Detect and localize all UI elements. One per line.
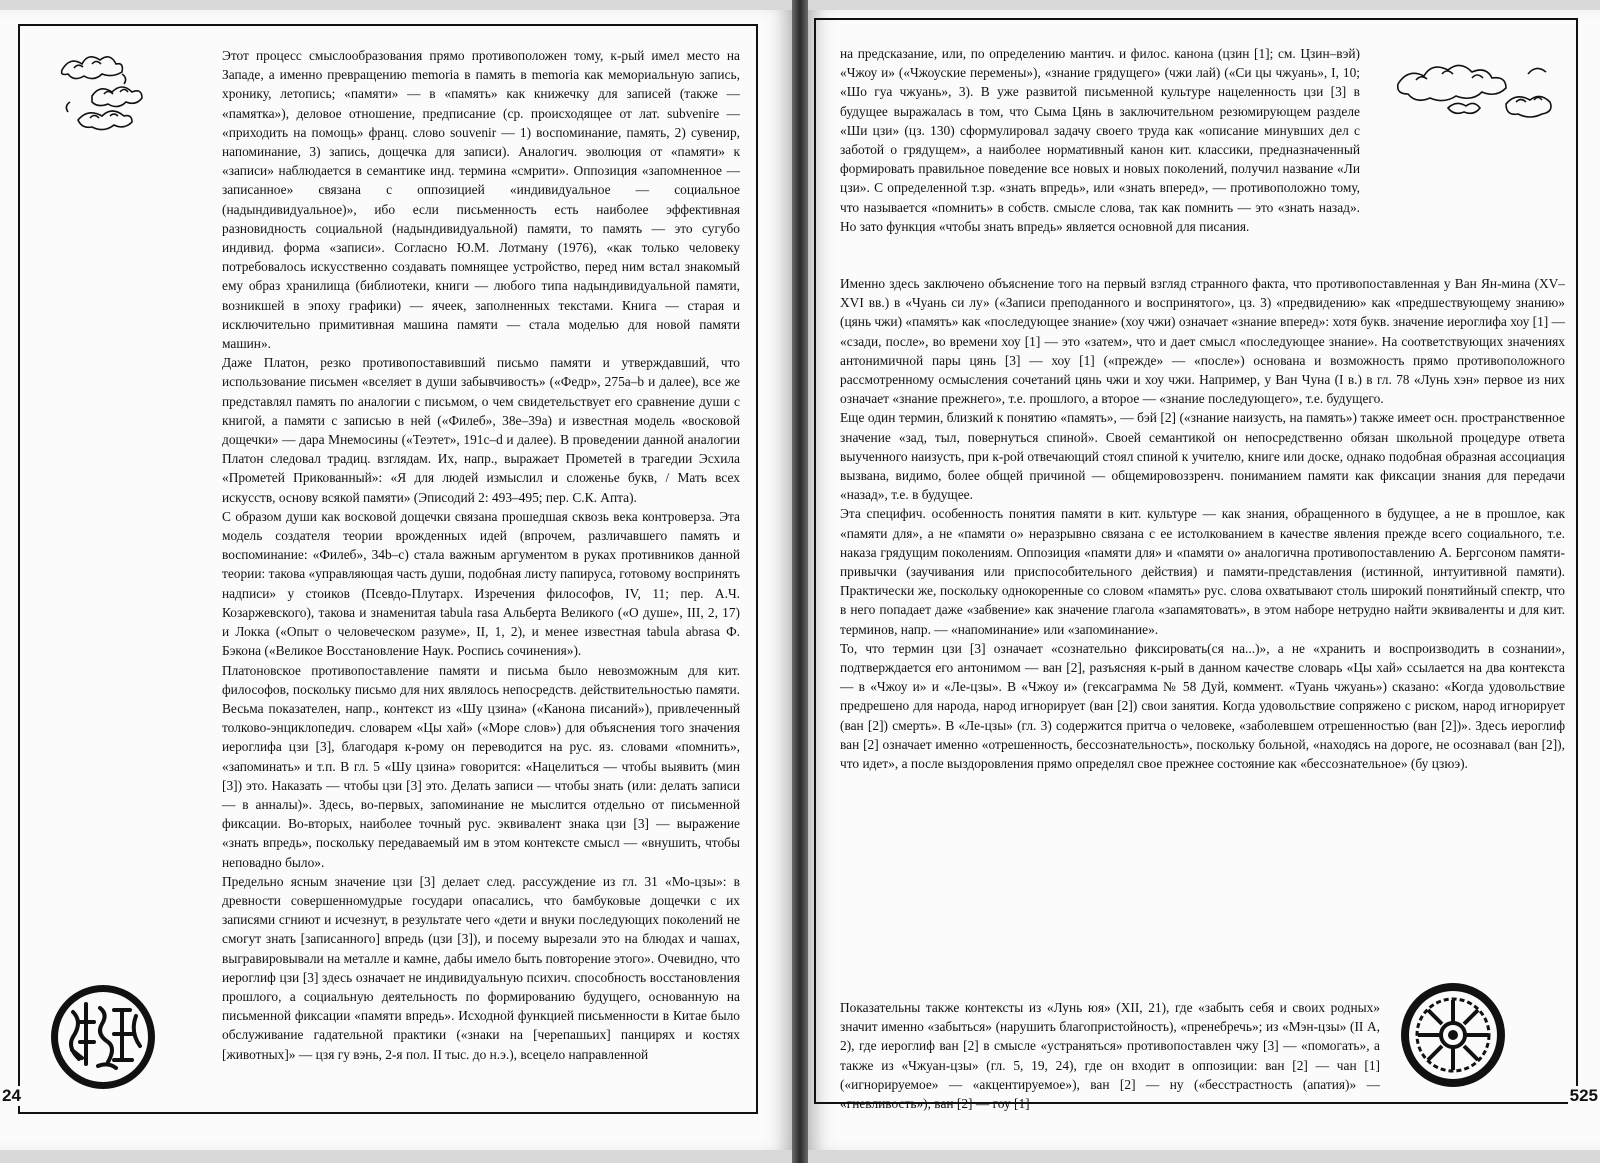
right-page-text-middle <box>840 274 1565 773</box>
right-page <box>808 10 1600 1150</box>
page-number: 525 <box>1569 1086 1598 1105</box>
left-page-text <box>222 46 740 1064</box>
left-paragraph: Платоновское противопоставление памяти и письма было невозможным для кит. философов, поскольку письмо для них являлось непосредств. действительностью памяти. Весьма показателен, напр., контекст из «Шу цзина» («Канона писаний»), привлеченный толково-энциклопедич. словарем «Цы хай» («Море слов») для объяснения того значения иероглифа цзи [3], благодаря к-рому он переводится на рус. яз. словами «помнить», «запоминать» и т.п. В гл. 5 «Шу цзина» говорится: «Нацелиться — чтобы выявить (мин [3]) это. Наказать — чтобы цзи [3] это. Делать записи — чтобы знать (или: делать записи — в анналы)». Здесь, во-первых, запоминание не мыслится отдельно от письменной фиксации. Во-вторых, наиболее точный рус. эквивалент знака цзи [3] — выражение «знать впредь», поскольку передаваемый им в этом контексте смысл — «внушить, чтобы неповадно было». <box>222 662 740 870</box>
cloud-ornament-left-icon <box>52 40 162 140</box>
wheel-seal-icon <box>1398 980 1508 1090</box>
right-paragraph: на предсказание, или, по определению мантич. и филос. канона (цзин [1]; см. Цзин–вэй) «Чжоу и» («Чжоуские перемены»), «знание грядущего» (чжи лай) («Си цы чжуань», I, 10; «Шо гуа чжуань», 3). В уже развитой письменной культуре нацеленность цзи [3] в будущее выражалась в том, что Сыма Цянь в заключительном резюмирующем разделе «Ши цзи» (цз. 130) сформулировал задачу своего труда как «описание минувших дел с заботой о грядущем», а наиболее нормативный канон кит. классики, предназначенный формировать правильное поведение все новых и новых поколений, получил название «Ли цзи». С определенной т.зр. «знать впредь», или «знать вперед», — противоположно тому, что называется «помнить» в собств. смысле слова, так как помнить — это «знать назад». Но зато функция «чтобы знать впредь» является основной для писания. <box>840 46 1360 234</box>
right-paragraph: Именно здесь заключено объяснение того на первый взгляд странного факта, что противопоставленная у Ван Ян-мина (XV–XVI вв.) в «Чуань си лу» («Записи преподанного и воспринятого», цз. 3) «предвидению» как «предшествующему знанию» (цянь чжи) «память» как «последующее знание» (хоу чжи) означает «знание вперед»: хотя букв. значение иероглифа хоу [1] — «сзади, после», во времени хоу [1] — это «затем», что и дает смысл «последующее знание». На соответствующих значениях антонимичной пары цянь [3] — хоу [1] («прежде» — «после») основана и возможность прямо противоположного рассмотренному осмысления сочетаний цянь чжи и хоу чжи. Например, у Ван Чуна (I в.) в гл. 78 «Лунь хэн» первое из них означает «знание прежнего», т.е. прошлого, а второе — «знание последующего», т.е. будущего. <box>840 276 1565 407</box>
right-paragraph: Показательны также контексты из «Лунь юя» (XII, 21), где «забыть себя и своих родных» значит именно «забыться» (нарушить благопристойность), «пренебречь»; из «Мэн-цзы» (II А, 2), где иероглиф ван [2] в смысле «устраняться» противопоставлен чжу [3] — «помогать», а также из «Чжуан-цзы» (гл. 5, 19, 24), где он входит в оппозиции: ван [2] — чан [1] («игнорируемое» — «акцентируемое»), ван [2] — ну («бесстрастность (апатия)» — «гневливость»), ван [2] — гоу [1] <box>840 1000 1380 1112</box>
left-paragraph: Этот процесс смыслообразования прямо противоположен тому, к-рый имел место на Западе, а именно превращению memoria в память в memoria как мемориальную запись, хронику, летопись; «памяти» — в «память» как книжечку для записей (также — «памятка»), деловое отношение, предписание (ср. происходящее от лат. subvenire — «приходить на помощь» франц. слово souvenir — 1) воспоминание, память, 2) сувенир, напоминание, 3) запись, дощечка для записи). Аналогич. эволюция от «памяти» к «записи» наблюдается в семантике инд. термина «смрити». Оппозиция «запомненное — записанное» связана с оппозицией «индивидуальное — социальное (надындивидуальное)», ибо если письменность есть наиболее эффективная разновидность социальной (надындивидуальной) памяти, то память — это сугубо индивид. форма «записи». Согласно Ю.М. Лотману (1976), «как только человеку потребовалось искусственно создавать помнящее устройство, перед ним встал знакомый ему образ хранилища (библиотеки, книги — любого типа надындивидуальной памяти, возникшей в эпоху графики) — ячеек, заполненных текстами. Книга — старая и исключительно примитивная машина памяти — стала моделью для новой памяти машин». <box>222 48 740 352</box>
left-page <box>0 10 792 1150</box>
right-paragraph: Еще один термин, близкий к понятию «память», — бэй [2] («знание наизусть, на память») также имеет осн. пространственное значение «зад, тыл, повернуться спиной». Своей семантикой он непосредственно обязан школьной процедуре ответа выученного наизусть, при к-рой отвечающий стоял спиной к учителю, книге или доске, однако подобная образная ассоциация вызвана, видимо, более общей причиной — общемировоззренч. пониманием памяти как фиксации знания для передачи «назад», т.е. в будущее. <box>840 410 1565 503</box>
left-paragraph: Даже Платон, резко противопоставивший письмо памяти и утверждавший, что использование письмен «вселяет в души забывчивость» («Федр», 275а–b и далее), все же представлял память по аналогии с письмом, о чем свидетельствует его сравнение души с книгой, а памяти с записью в ней («Филеб», 38е–39а) и известная модель «восковой дощечки» — дара Мнемосины («Теэтет», 191с–d и далее). В проведении данной аналогии Платон следовал традиц. взглядам. Их, напр., выражает Прометей в трагедии Эсхила «Прометей Прикованный»: «Я для людей измыслил и сложенье букв, / Мать всех искусств, основу всякой памяти» (Эписодий 2: 493–495; пер. С.К. Апта). <box>222 355 740 505</box>
book-gutter <box>792 0 808 1163</box>
cloud-ornament-right-icon <box>1388 44 1558 134</box>
right-paragraph: То, что термин цзи [3] означает «сознательно фиксировать(ся на...)», а не «хранить и воспроизводить в сознании», подтверждается его антонимом — ван [2], разъясняя к-рый в данном качестве словарь «Цы хай» ссылается на два контекста — в «Чжоу и» и «Ле-цзы». В «Чжоу и» (гексаграмма № 58 Дуй, коммент. «Туань чжуань») сказано: «Когда удовольствие предрешено для народа, народ игнорирует (ван [2]) свои занятия. Когда удовольствие сопряжено с риском, народ игнорирует (ван [2]) смерть». В «Ле-цзы» (гл. 3) содержится притча о человеке, «заболевшем отрешенностью (ван [2])». Здесь иероглиф ван [2] означает именно «отрешенность, бессознательность», поскольку больной, «находясь на дороге, не осознавал (ван [2]), что идет», а после выздоровления прямо определял свое прежнее состояние как «бессознательное» (бу цзюэ). <box>840 640 1565 772</box>
left-paragraph: Предельно ясным значение цзи [3] делает след. рассуждение из гл. 31 «Мо-цзы»: в древности совершенномудрые государи опасались, что бамбуковые дощечки с их записями сгниют и исчезнут, в результате чего «дети и внуки последующих поколений не смогут знать [записанного] впредь (цзи [3]), и посему вырезали это на блюдах и чашах, выгравировывали на металле и камне, дабы имело быть повторение этого». Очевидно, что иероглиф цзи [3] здесь означает не индивидуальную психич. способность восстановления прошлого, а социальную деятельность по формированию будущего, основанную на письменной фиксации «памяти впредь». Исходной функцией письменности в Китае было обслуживание гадательной практики («знаки на [черепашьих] панцирях и костях [животных]» — цзя гу вэнь, 2-я пол. II тыс. до н.э.), всецело направленной <box>222 873 740 1062</box>
right-paragraph: Эта специфич. особенность понятия памяти в кит. культуре — как знания, обращенного в будущее, а не в прошлое, как «памяти для», а не «памяти о» неразрывно связана с ее истолкованием в качестве явления прежде всего социального, т.е. наказа грядущим поколениям. Оппозиция «памяти для» и «памяти о» аналогична противопоставлению А. Бергсоном памяти-привычки (заучивания или приспособительного действия) и памяти-представления (истинной, интуитивной памяти). Практически же, поскольку однокоренные со словом «память» рус. слова охватывают столь широкий понятийный спектр, что в него попадает даже «забвение» как значение глагола «запамятовать», в этом наборе нетрудно найти эквиваленты и для кит. терминов, напр. — «напоминание» или «запоминание». <box>840 506 1565 637</box>
right-page-text-top <box>840 44 1360 236</box>
page-number: 24 <box>2 1086 21 1105</box>
calligraphy-seal-icon <box>48 982 158 1092</box>
right-page-text-bottom <box>840 998 1380 1113</box>
left-paragraph: С образом души как восковой дощечки связана прошедшая сквозь века контроверза. Эта модель создателя теории врожденных идей (впрочем, различавшего память и воспоминание: «Филеб», 34b–с) стала важным аргументом в руках противников данной теории: такова «управляющая часть души, подобная листу папируса, готовому воспринять надписи» у стоиков (Псевдо-Плутарх. Изречения философов, IV, 11; пер. А.Ч. Козаржевского), такова и знаменитая tabula rasa Альберта Великого («О душе», III, 2, 17) и Локка («Опыт о человеческом разуме», II, 1, 2), и менее известная tabula abrasa Ф. Бэкона («Великое Восстановление Наук. Роспись сочинения»). <box>222 508 740 659</box>
